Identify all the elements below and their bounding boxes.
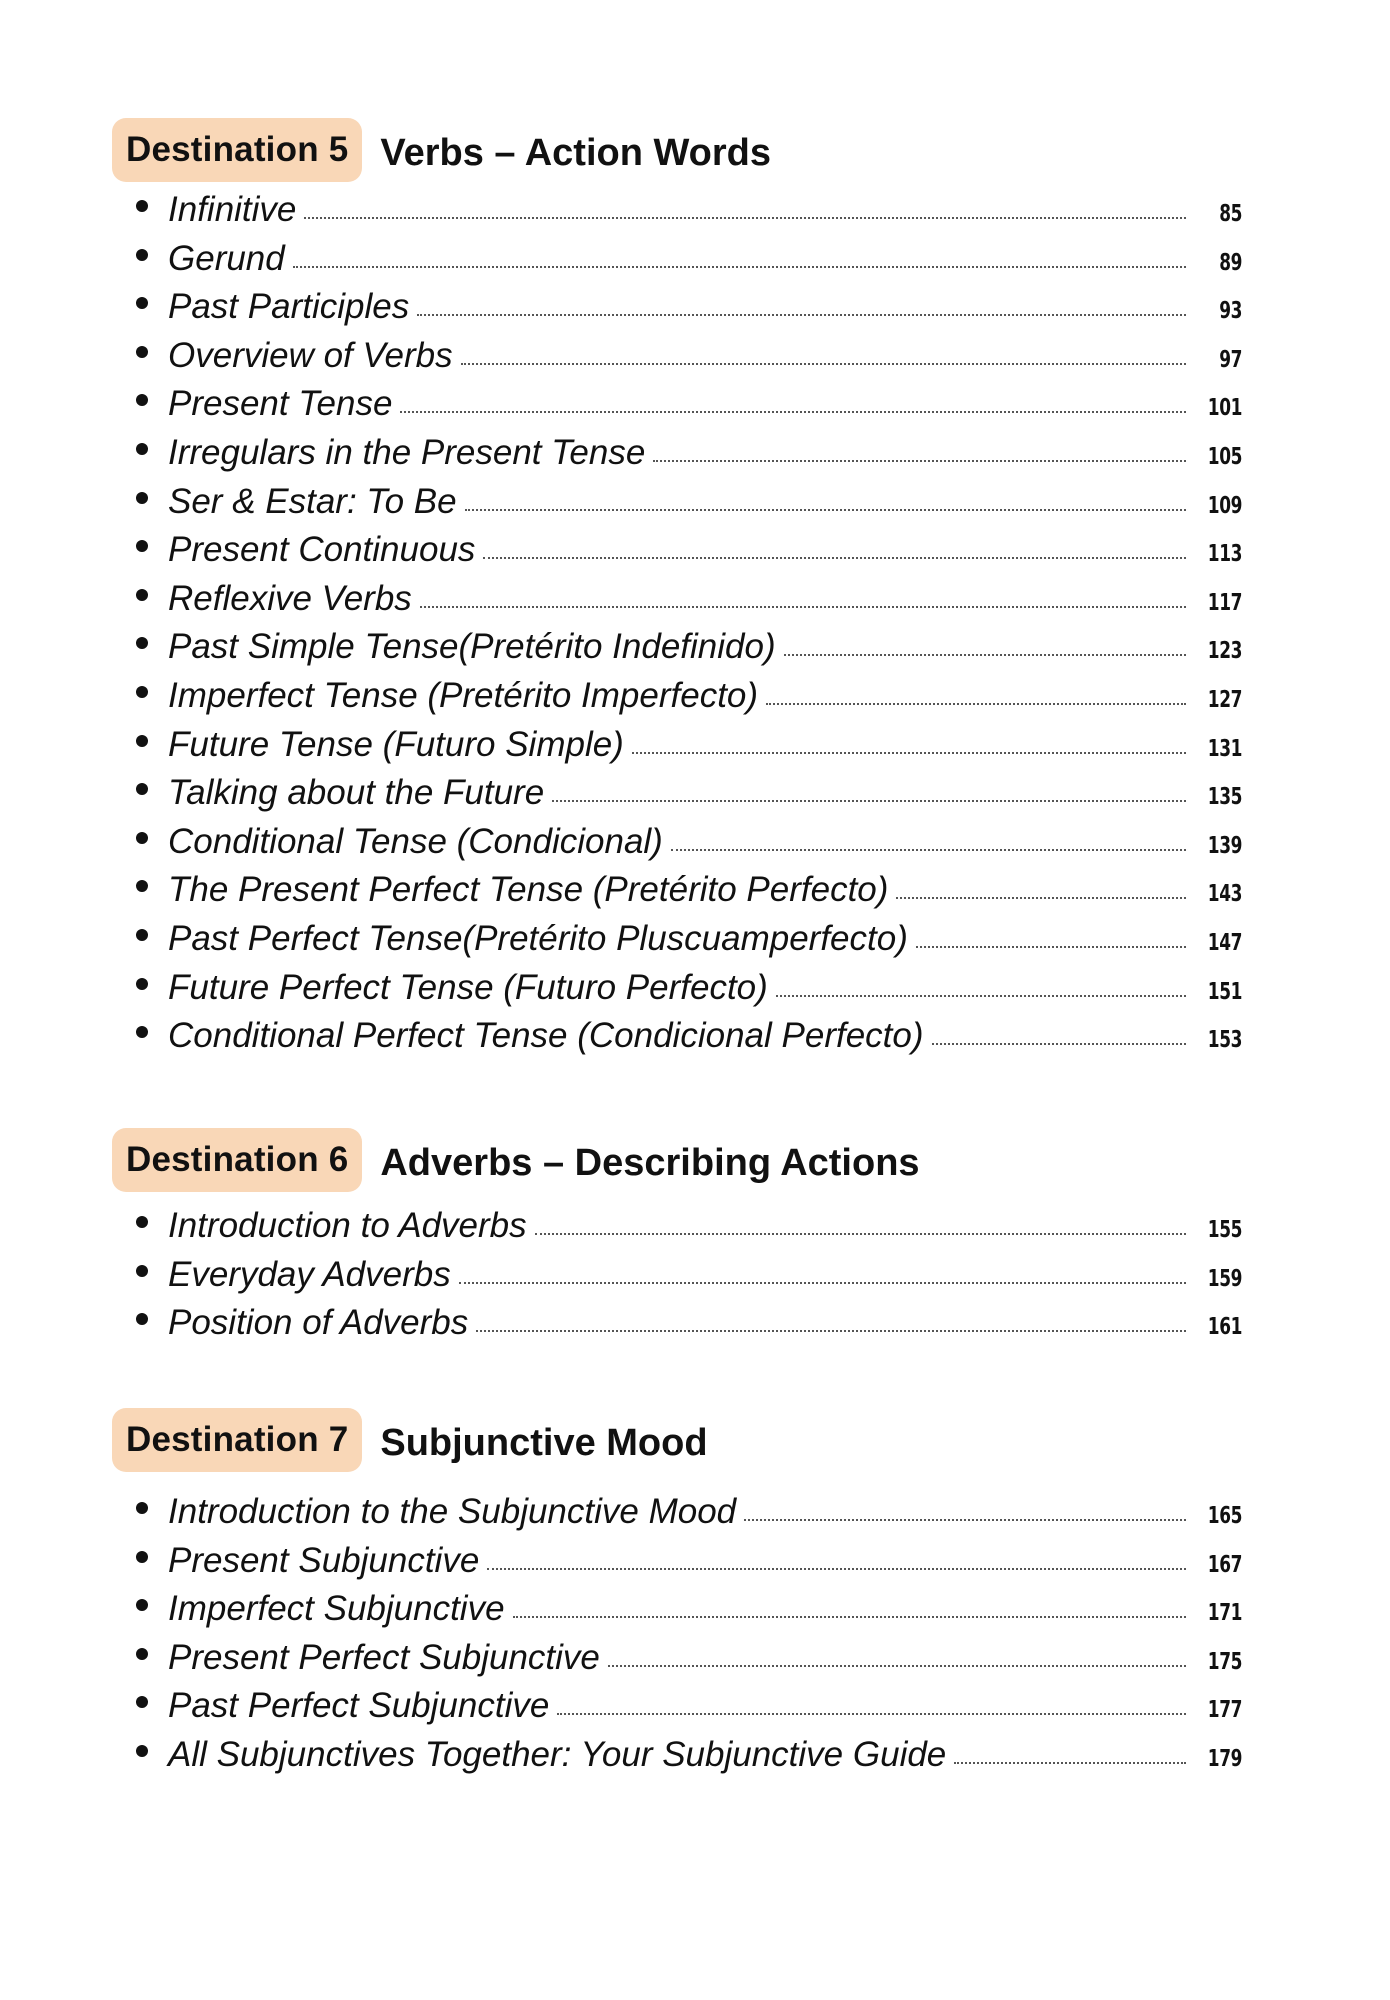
toc-entry-title: Future Perfect Tense (Futuro Perfecto) [168, 967, 768, 1007]
toc-entry[interactable] [112, 530, 1242, 579]
bullet-icon [136, 297, 148, 309]
toc-entry-title: Overview of Verbs [168, 335, 453, 375]
dot-leader [744, 1519, 1186, 1521]
bullet-icon [136, 783, 148, 795]
toc-page-number: 171 [1207, 1600, 1242, 1627]
dot-leader [420, 606, 1186, 608]
bullet-icon [136, 929, 148, 941]
dot-leader [461, 363, 1186, 365]
toc-entry[interactable] [112, 1735, 1242, 1784]
toc-entry-title: Conditional Tense (Condicional) [168, 821, 663, 861]
bullet-icon [136, 686, 148, 698]
destination-badge: Destination 5 [112, 118, 362, 182]
toc-page-number: 85 [1219, 201, 1242, 227]
dot-leader [483, 557, 1186, 559]
toc-page-number: 105 [1207, 443, 1242, 470]
toc-page-number: 139 [1207, 832, 1242, 859]
toc-entry[interactable] [112, 1541, 1242, 1590]
toc-page-number: 89 [1219, 249, 1242, 276]
toc-page-number: 97 [1219, 346, 1242, 373]
dot-leader [632, 752, 1186, 754]
dot-leader [557, 1713, 1186, 1715]
toc-entry-title: Talking about the Future [168, 773, 545, 813]
dot-leader [400, 411, 1186, 413]
bullet-icon [136, 1265, 148, 1277]
toc-entry-title: Gerund [168, 238, 285, 278]
toc-entry-title: Imperfect Tense (Pretérito Imperfecto) [168, 675, 759, 715]
bullet-icon [136, 1599, 148, 1611]
toc-page-number: 159 [1207, 1265, 1242, 1292]
bullet-icon [136, 1551, 148, 1563]
dot-leader [417, 314, 1186, 316]
dot-leader [916, 946, 1186, 948]
toc-entry[interactable] [112, 239, 1242, 288]
destination-badge: Destination 7 [112, 1408, 362, 1472]
toc-entry[interactable] [112, 1492, 1242, 1541]
toc-page-number: 153 [1207, 1027, 1242, 1054]
toc-entry[interactable] [112, 1255, 1242, 1304]
toc-entry[interactable] [112, 1303, 1242, 1352]
toc-entry[interactable] [112, 919, 1242, 968]
toc-entry-list [112, 1492, 1242, 1784]
toc-page-number: 165 [1207, 1503, 1242, 1529]
toc-entry-title: Irregulars in the Present Tense [168, 432, 646, 472]
toc-page-number: 93 [1219, 298, 1242, 325]
bullet-icon [136, 1026, 148, 1038]
toc-entry[interactable] [112, 1206, 1242, 1255]
toc-page-number: 127 [1207, 686, 1242, 713]
toc-entry-list [112, 1206, 1242, 1352]
destination-badge: Destination 6 [112, 1128, 362, 1192]
toc-page-number: 179 [1207, 1745, 1242, 1772]
toc-page-number: 113 [1207, 541, 1242, 568]
toc-entry[interactable] [112, 968, 1242, 1017]
dot-leader [954, 1762, 1186, 1764]
toc-entry-title: Future Tense (Futuro Simple) [168, 724, 624, 764]
toc-page-number: 177 [1207, 1697, 1242, 1724]
toc-entry[interactable] [112, 1589, 1242, 1638]
dot-leader [476, 1330, 1186, 1332]
bullet-icon [136, 832, 148, 844]
toc-entry-title: Imperfect Subjunctive [168, 1589, 505, 1629]
bullet-icon [136, 394, 148, 406]
toc-page-number: 123 [1207, 638, 1242, 665]
bullet-icon [136, 1216, 148, 1228]
toc-entry-title: The Present Perfect Tense (Pretérito Perfecto) [168, 870, 889, 910]
toc-page-number: 101 [1207, 395, 1242, 422]
dot-leader [932, 1043, 1186, 1045]
section-title: Verbs – Action Words [380, 131, 772, 174]
bullet-icon [136, 1696, 148, 1708]
toc-entry[interactable] [112, 287, 1242, 336]
toc-entry-title: Everyday Adverbs [168, 1254, 451, 1294]
toc-page-number: 131 [1207, 735, 1242, 762]
toc-entry-title: Conditional Perfect Tense (Condicional Perfecto) [168, 1016, 924, 1056]
section-title: Adverbs – Describing Actions [380, 1141, 920, 1184]
dot-leader [513, 1616, 1186, 1618]
toc-entry[interactable] [112, 384, 1242, 433]
toc-entry[interactable] [112, 822, 1242, 871]
toc-entry[interactable] [112, 725, 1242, 774]
toc-page-number: 109 [1207, 492, 1242, 519]
dot-leader [766, 703, 1186, 705]
dot-leader [653, 460, 1186, 462]
toc-entry-title: Position of Adverbs [168, 1303, 469, 1343]
bullet-icon [136, 443, 148, 455]
section-title: Subjunctive Mood [380, 1421, 708, 1464]
dot-leader [459, 1282, 1186, 1284]
section-header [112, 118, 1242, 182]
bullet-icon [136, 346, 148, 358]
toc-entry-title: Reflexive Verbs [168, 578, 412, 618]
bullet-icon [136, 1648, 148, 1660]
bullet-icon [136, 249, 148, 261]
bullet-icon [136, 735, 148, 747]
toc-entry-title: Present Perfect Subjunctive [168, 1637, 600, 1677]
toc-entry[interactable] [112, 1638, 1242, 1687]
dot-leader [896, 897, 1186, 899]
toc-section [112, 1408, 1242, 1774]
dot-leader [671, 849, 1186, 851]
toc-entry[interactable] [112, 190, 1242, 239]
toc-page-number: 155 [1207, 1217, 1242, 1243]
toc-entry[interactable] [112, 627, 1242, 676]
toc-page-number: 135 [1207, 784, 1242, 811]
toc-entry[interactable] [112, 1016, 1242, 1065]
toc-entry[interactable] [112, 336, 1242, 385]
toc-entry[interactable] [112, 773, 1242, 822]
toc-entry-title: Past Perfect Subjunctive [168, 1686, 550, 1726]
toc-entry[interactable] [112, 676, 1242, 725]
toc-page-number: 161 [1207, 1314, 1242, 1341]
bullet-icon [136, 1502, 148, 1514]
toc-page-number: 117 [1207, 589, 1242, 616]
toc-entry[interactable] [112, 579, 1242, 628]
toc-entry[interactable] [112, 870, 1242, 919]
toc-entry-title: Ser & Estar: To Be [168, 481, 457, 521]
toc-section [112, 1128, 1242, 1343]
dot-leader [784, 654, 1186, 656]
bullet-icon [136, 978, 148, 990]
dot-leader [293, 266, 1186, 268]
toc-entry-title: Introduction to Adverbs [168, 1206, 527, 1245]
toc-entry-title: Past Participles [168, 287, 410, 327]
bullet-icon [136, 880, 148, 892]
dot-leader [465, 509, 1186, 511]
dot-leader [304, 217, 1186, 219]
bullet-icon [136, 540, 148, 552]
toc-page-number: 147 [1207, 929, 1242, 956]
toc-entry-title: Past Simple Tense(Pretérito Indefinido) [168, 627, 776, 667]
toc-section [112, 118, 1242, 1057]
toc-page-number: 175 [1207, 1648, 1242, 1675]
toc-page-number: 143 [1207, 881, 1242, 908]
toc-entry-title: Past Perfect Tense(Pretérito Pluscuamperfecto) [168, 918, 908, 958]
dot-leader [776, 995, 1186, 997]
toc-entry-title: Present Tense [168, 384, 393, 424]
toc-page-number: 151 [1207, 978, 1242, 1005]
dot-leader [535, 1233, 1186, 1235]
dot-leader [608, 1665, 1186, 1667]
toc-entry-title: Present Continuous [168, 530, 476, 570]
section-header [112, 1408, 1242, 1472]
bullet-icon [136, 589, 148, 601]
toc-page-number: 167 [1207, 1551, 1242, 1578]
toc-entry[interactable] [112, 482, 1242, 531]
dot-leader [487, 1568, 1186, 1570]
dot-leader [552, 800, 1186, 802]
bullet-icon [136, 1313, 148, 1325]
toc-entry[interactable] [112, 433, 1242, 482]
toc-entry-title: All Subjunctives Together: Your Subjunctive Guide [168, 1734, 947, 1774]
toc-entry[interactable] [112, 1686, 1242, 1735]
toc-entry-list [112, 190, 1242, 1065]
toc-entry-title: Infinitive [168, 190, 297, 229]
toc-entry-title: Introduction to the Subjunctive Mood [168, 1492, 737, 1531]
bullet-icon [136, 200, 148, 212]
section-header [112, 1128, 1242, 1192]
bullet-icon [136, 637, 148, 649]
toc-entry-title: Present Subjunctive [168, 1540, 480, 1580]
bullet-icon [136, 1745, 148, 1757]
bullet-icon [136, 492, 148, 504]
